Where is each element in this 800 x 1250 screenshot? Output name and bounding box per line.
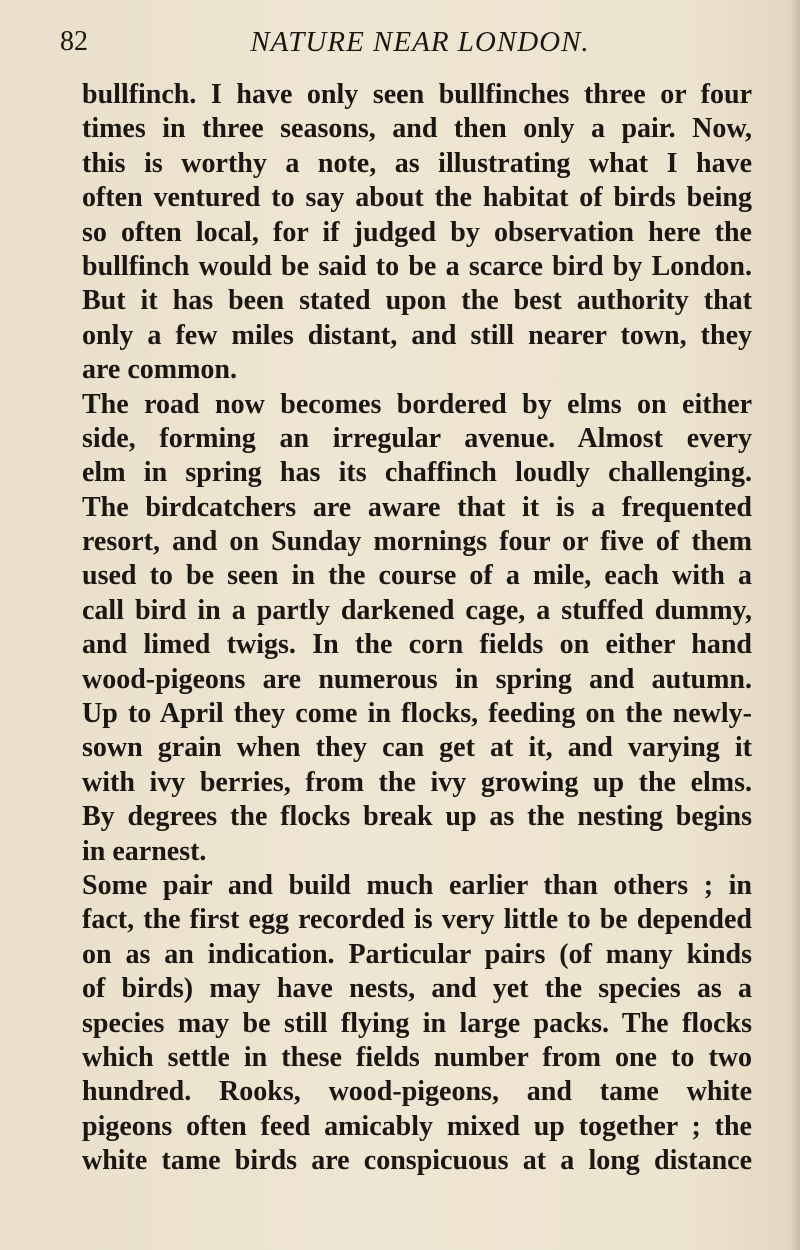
page-edge-shadow [790, 0, 800, 1250]
page-number: 82 [60, 26, 88, 57]
text-line: fact, the first egg recorded is very little to be depended [82, 904, 752, 936]
text-line: with ivy berries, from the ivy growing up the elms. [82, 766, 752, 798]
text-line: The road now becomes bordered by elms on either [82, 388, 752, 420]
text-line: which settle in these fields number from one to two [82, 1041, 752, 1073]
text-line: The birdcatchers are aware that it is a frequented [82, 491, 752, 523]
text-line: this is worthy a note, as illustrating what I have [82, 147, 752, 179]
text-line: pigeons often feed amicably mixed up together ; the [82, 1110, 752, 1142]
text-line: By degrees the flocks break up as the nesting begins [82, 801, 752, 833]
text-line: times in three seasons, and then only a pair. Now, [82, 113, 752, 145]
text-line: species may be still flying in large packs. The flocks [82, 1007, 752, 1039]
text-line: of birds) may have nests, and yet the species as a [82, 973, 752, 1005]
text-line: often ventured to say about the habitat of birds being [82, 182, 752, 214]
text-line: side, forming an irregular avenue. Almost every [82, 422, 752, 454]
text-line: on as an indication. Particular pairs (of many kinds [82, 938, 752, 970]
body-text [82, 78, 752, 1179]
text-line: hundred. Rooks, wood-pigeons, and tame white [82, 1076, 752, 1108]
text-line: elm in spring has its chaffinch loudly challenging. [82, 457, 752, 489]
text-line: and limed twigs. In the corn fields on either hand [82, 629, 752, 661]
text-line: Some pair and build much earlier than others ; in [82, 869, 752, 901]
text-line: are common. [82, 354, 237, 386]
text-line: bullfinch would be said to be a scarce bird by London. [82, 250, 752, 282]
text-line: call bird in a partly darkened cage, a stuffed dummy, [82, 594, 752, 626]
text-line: sown grain when they can get at it, and varying it [82, 732, 752, 764]
text-line: used to be seen in the course of a mile, each with a [82, 560, 752, 592]
text-line: so often local, for if judged by observation here the [82, 216, 752, 248]
text-line: only a few miles distant, and still nearer town, they [82, 319, 752, 351]
text-line: bullfinch. I have only seen bullfinches three or four [82, 79, 752, 110]
text-line: Up to April they come in flocks, feeding on the newly- [82, 698, 752, 730]
running-title: NATURE NEAR LONDON. [250, 26, 590, 58]
text-line: wood-pigeons are numerous in spring and autumn. [82, 663, 752, 695]
text-line: But it has been stated upon the best authority that [82, 285, 752, 317]
text-line: resort, and on Sunday mornings four or five of them [82, 526, 752, 558]
text-line: in earnest. [82, 835, 207, 867]
text-line: white tame birds are conspicuous at a long distance [82, 1145, 752, 1177]
